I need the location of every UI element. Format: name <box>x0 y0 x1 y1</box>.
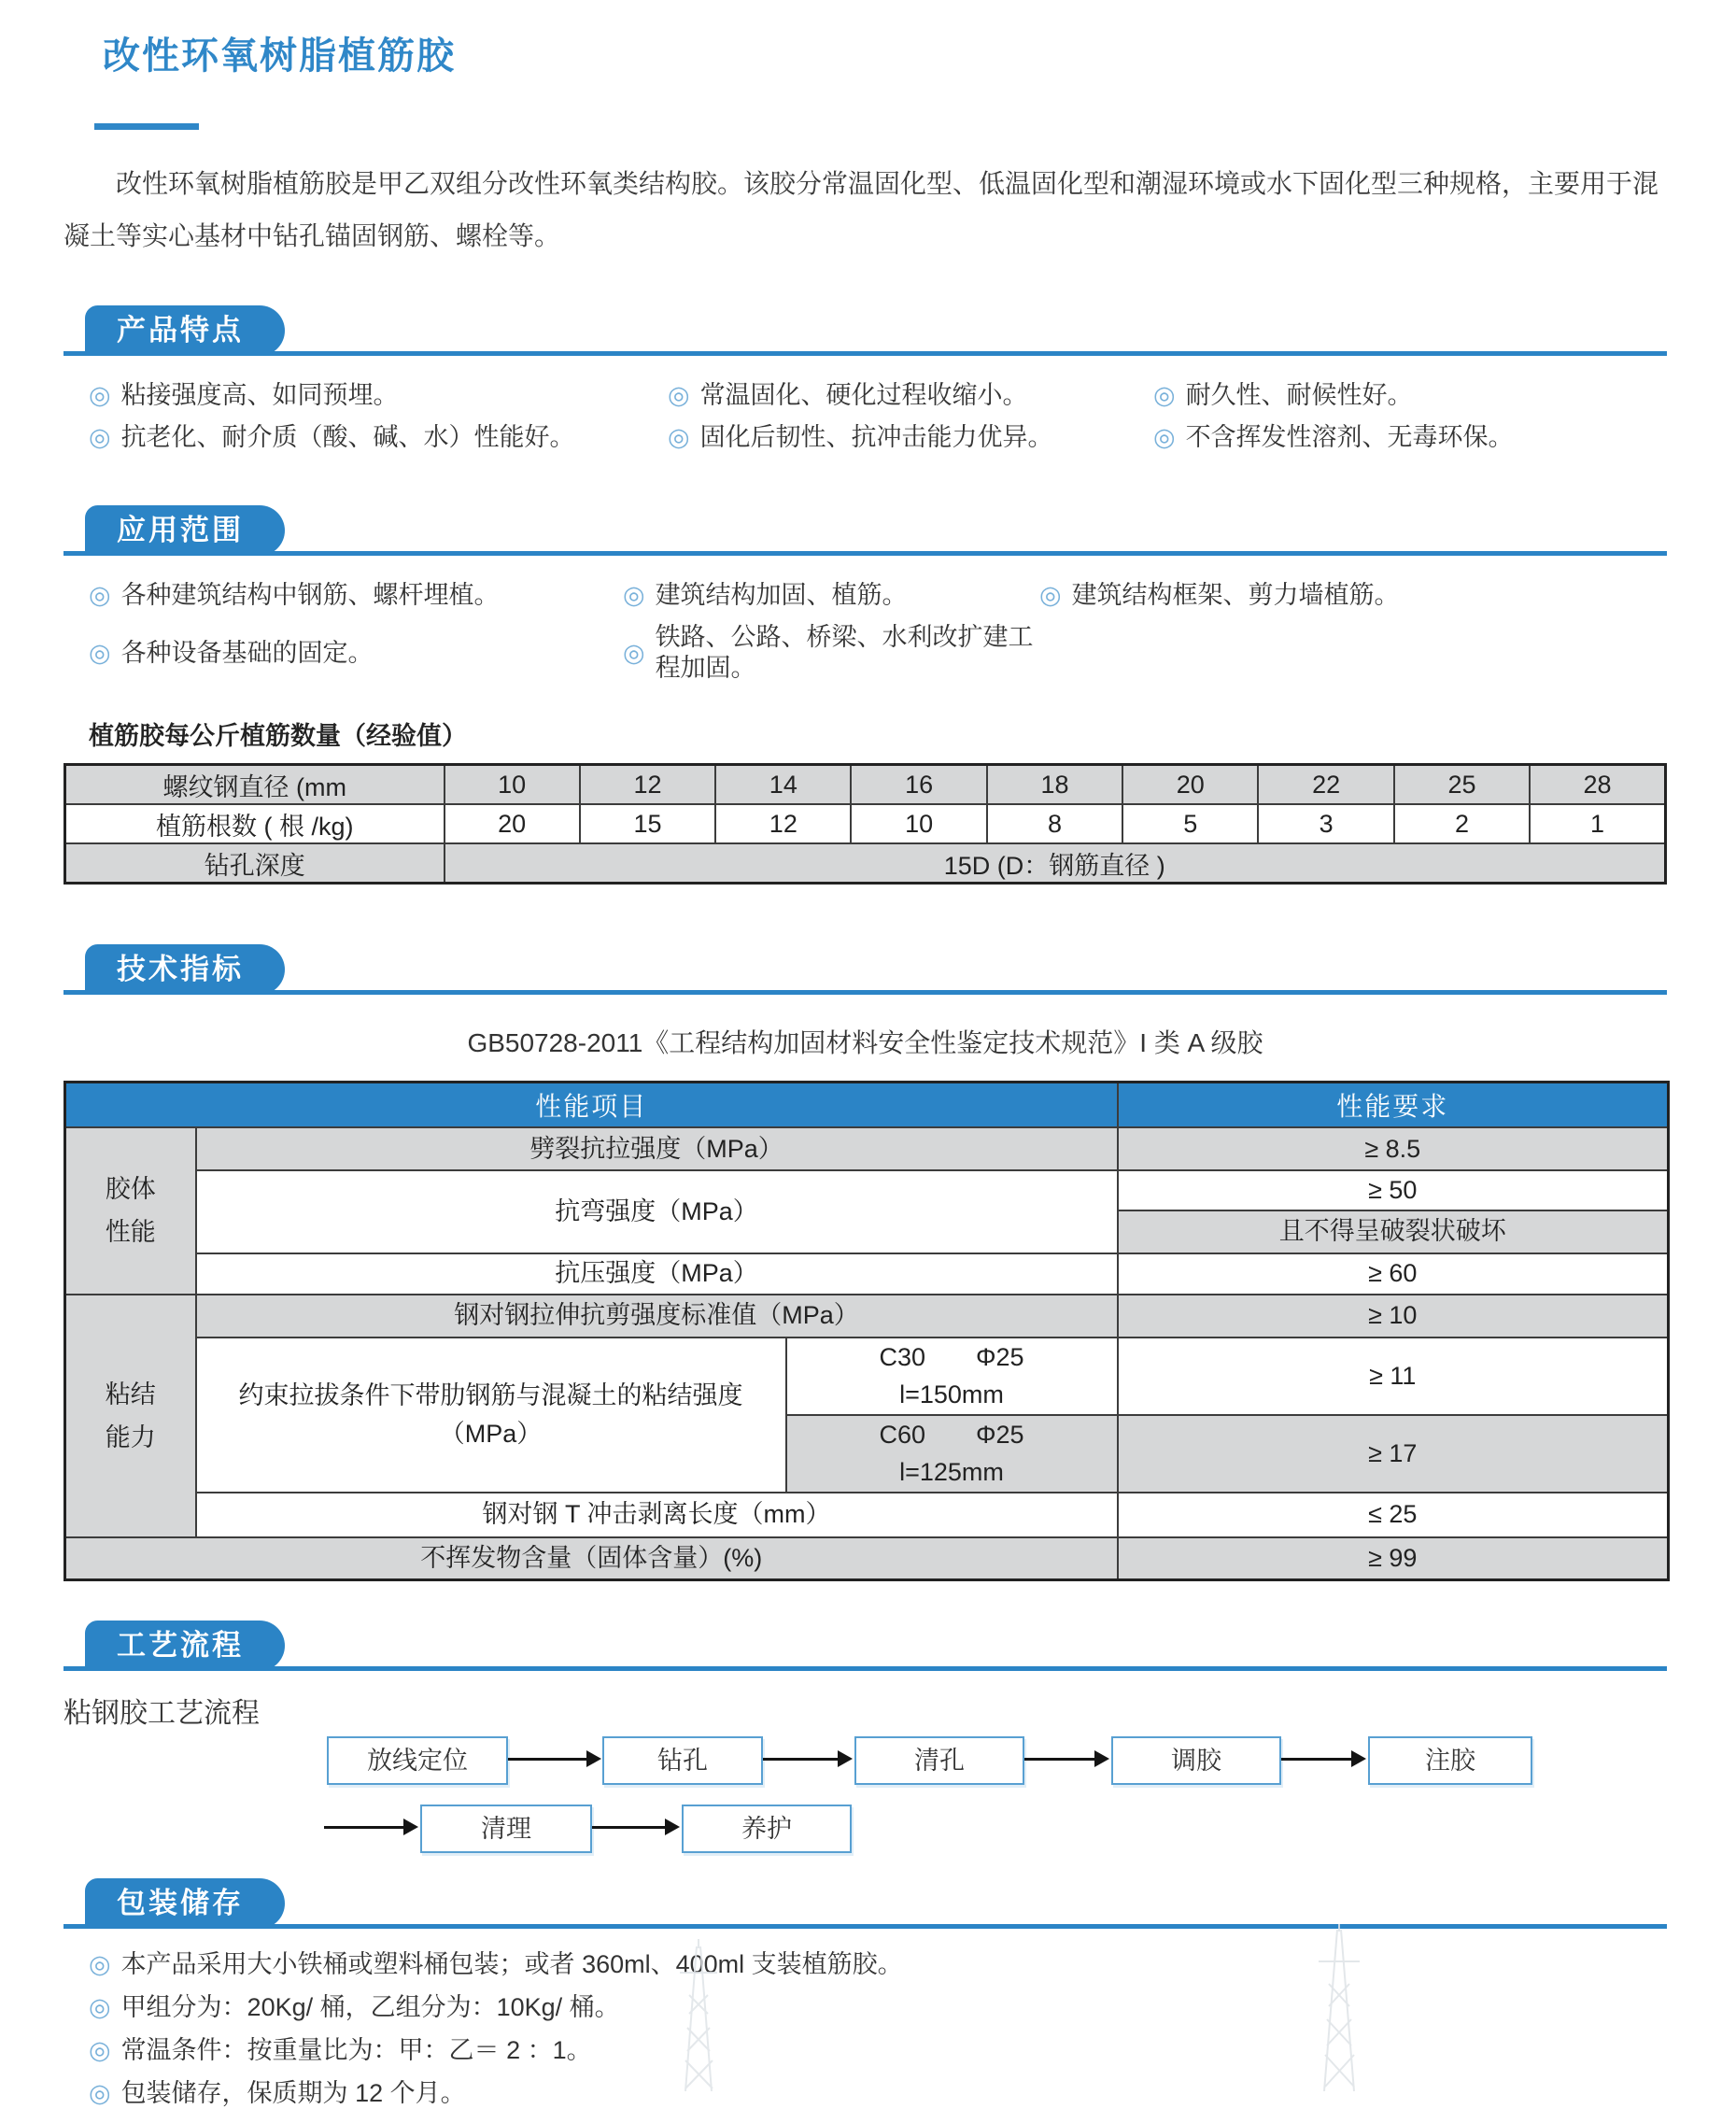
feature-text: 不含挥发性溶剂、无毒环保。 <box>1185 423 1514 451</box>
feature-text: 粘接强度高、如同预埋。 <box>120 381 399 409</box>
requirement-cell: ≥ 17 <box>1118 1415 1669 1493</box>
section-header-tech <box>64 944 1667 995</box>
section-rule <box>64 1924 1667 1929</box>
feature-text: 常温固化、硬化过程收缩小。 <box>699 381 1028 409</box>
requirement-cell: ≤ 25 <box>1118 1493 1669 1537</box>
section-rule <box>64 990 1667 995</box>
section-rule <box>64 551 1667 556</box>
property-cell: 抗压强度（MPa） <box>196 1253 1118 1295</box>
list-item <box>1153 380 1667 411</box>
condition-line: l=150mm <box>899 1380 1004 1408</box>
bullet-icon: ◎ <box>1153 423 1176 451</box>
bullet-icon: ◎ <box>89 1993 111 2021</box>
diameter-cell: 12 <box>580 765 715 805</box>
section-header-applications <box>64 505 1667 556</box>
section-rule <box>64 351 1667 356</box>
bullet-icon: ◎ <box>89 2079 111 2107</box>
page-title: 改性环氧树脂植筋胶 <box>103 35 456 77</box>
property-cell: 不挥发物含量（固体含量）(%) <box>65 1537 1118 1580</box>
rebar-table-caption: 植筋胶每公斤植筋数量（经验值） <box>89 722 467 750</box>
requirement-cell: 且不得呈破裂状破坏 <box>1118 1210 1669 1253</box>
section-header-process <box>64 1621 1667 1671</box>
diameter-cell: 20 <box>1122 765 1258 805</box>
bullet-icon: ◎ <box>623 581 645 609</box>
page-content <box>0 26 1736 2109</box>
condition-cell <box>786 1338 1118 1415</box>
application-text: 各种设备基础的固定。 <box>120 638 374 667</box>
bullet-icon: ◎ <box>89 638 111 667</box>
list-item <box>89 622 623 684</box>
rebar-count-table <box>64 763 1667 885</box>
flow-label: 粘钢胶工艺流程 <box>64 1698 260 1729</box>
section-badge-features: 产品特点 <box>85 305 285 356</box>
feature-text: 固化后韧性、抗冲击能力优异。 <box>699 423 1053 451</box>
feature-text: 耐久性、耐候性好。 <box>1185 381 1413 409</box>
column-header-item: 性能项目 <box>65 1083 1118 1128</box>
standard-note: GB50728-2011《工程结构加固材料安全性鉴定技术规范》I 类 A 级胶 <box>467 1028 1263 1057</box>
bullet-icon: ◎ <box>89 381 111 409</box>
requirement-cell: ≥ 99 <box>1118 1537 1669 1580</box>
table-row <box>65 1295 1669 1338</box>
list-item <box>89 1949 1667 1980</box>
row-label: 钻孔深度 <box>65 843 445 884</box>
packaging-list <box>64 1949 1667 2109</box>
count-cell: 5 <box>1122 804 1258 843</box>
column-header-req: 性能要求 <box>1118 1083 1669 1128</box>
bullet-icon: ◎ <box>623 638 645 667</box>
bullet-icon: ◎ <box>89 1950 111 1978</box>
list-item <box>668 422 1153 453</box>
property-cell: 钢对钢拉伸抗剪强度标准值（MPa） <box>196 1295 1118 1338</box>
flow-step-inject: 注胶 <box>1368 1736 1532 1785</box>
count-cell: 20 <box>445 804 580 843</box>
group-label: 胶体性能 <box>105 1175 156 1247</box>
count-cell: 12 <box>715 804 851 843</box>
property-cell: 劈裂抗拉强度（MPa） <box>196 1127 1118 1170</box>
list-item <box>89 422 668 453</box>
table-row <box>65 765 1666 805</box>
features-list <box>64 380 1667 453</box>
table-header-row <box>65 1083 1669 1128</box>
feature-text: 抗老化、耐介质（酸、碱、水）性能好。 <box>120 423 575 451</box>
application-text: 建筑结构框架、剪力墙植筋。 <box>1071 581 1400 609</box>
bullet-icon: ◎ <box>668 423 690 451</box>
packaging-text: 甲组分为：20Kg/ 桶，乙组分为：10Kg/ 桶。 <box>120 1993 620 2021</box>
table-row <box>65 1338 1669 1415</box>
process-flowchart <box>64 1736 1667 1858</box>
title-underline-dash <box>94 123 199 130</box>
flow-arrow <box>324 1826 403 1829</box>
property-cell: 抗弯强度（MPa） <box>196 1170 1118 1253</box>
watermark-tower-icon <box>1306 1924 1373 2091</box>
count-cell: 15 <box>580 804 715 843</box>
datasheet-page <box>0 26 1736 2107</box>
bullet-icon: ◎ <box>1039 581 1062 609</box>
intro-paragraph: 改性环氧树脂植筋胶是甲乙双组分改性环氧类结构胶。该胶分常温固化型、低温固化型和潮湿环境或水下固化型三种规格，主要用于混凝土等实心基材中钻孔锚固钢筋、螺栓等。 <box>64 169 1659 250</box>
flow-step-clean-hole: 清孔 <box>854 1736 1024 1785</box>
diameter-cell: 18 <box>987 765 1122 805</box>
diameter-cell: 16 <box>851 765 986 805</box>
section-rule <box>64 1666 1667 1671</box>
section-header-packaging <box>64 1878 1667 1929</box>
list-item <box>1153 422 1667 453</box>
list-item <box>89 580 623 611</box>
section-header-features <box>64 305 1667 356</box>
application-text: 建筑结构加固、植筋。 <box>655 581 908 609</box>
condition-line: C30 Φ25 <box>879 1342 1024 1371</box>
section-badge-applications: 应用范围 <box>85 505 285 556</box>
count-cell: 3 <box>1258 804 1393 843</box>
flow-arrow <box>1281 1758 1351 1761</box>
property-cell: 钢对钢 T 冲击剥离长度（mm） <box>196 1493 1118 1537</box>
bullet-icon: ◎ <box>668 381 690 409</box>
flow-arrow <box>592 1826 665 1829</box>
property-cell: 约束拉拔条件下带肋钢筋与混凝土的粘结强度（MPa） <box>196 1338 786 1493</box>
flow-arrow <box>508 1758 586 1761</box>
diameter-cell: 28 <box>1530 765 1665 805</box>
bullet-icon: ◎ <box>89 2036 111 2064</box>
bullet-icon: ◎ <box>1153 381 1176 409</box>
count-cell: 1 <box>1530 804 1665 843</box>
group-label: 粘结能力 <box>105 1380 156 1451</box>
diameter-cell: 14 <box>715 765 851 805</box>
section-badge-packaging: 包装储存 <box>85 1878 285 1929</box>
table-row <box>65 843 1666 884</box>
packaging-text: 本产品采用大小铁桶或塑料桶包装；或者 360ml、400ml 支装植筋胶。 <box>120 1950 903 1978</box>
flow-arrow <box>1024 1758 1094 1761</box>
table-row <box>65 1493 1669 1537</box>
condition-cell <box>786 1415 1118 1493</box>
list-item <box>1039 580 1667 611</box>
packaging-text: 包装储存，保质期为 12 个月。 <box>120 2079 466 2107</box>
list-item <box>623 580 1039 611</box>
requirement-cell: ≥ 11 <box>1118 1338 1669 1415</box>
list-item <box>89 380 668 411</box>
table-row <box>65 804 1666 843</box>
count-cell: 10 <box>851 804 986 843</box>
list-item <box>623 622 1039 684</box>
flow-step-mix: 调胶 <box>1111 1736 1281 1785</box>
list-item <box>89 2078 1667 2109</box>
tech-spec-table <box>64 1081 1670 1581</box>
group-cell-bond <box>65 1295 196 1537</box>
flow-step-drill: 钻孔 <box>602 1736 763 1785</box>
table-row <box>65 1127 1669 1170</box>
count-cell: 8 <box>987 804 1122 843</box>
applications-list <box>64 580 1667 684</box>
table-row <box>65 1537 1669 1580</box>
requirement-cell: ≥ 50 <box>1118 1170 1669 1210</box>
group-cell-glue <box>65 1127 196 1295</box>
diameter-cell: 22 <box>1258 765 1393 805</box>
list-item <box>89 1992 1667 2023</box>
bullet-icon: ◎ <box>89 581 111 609</box>
table-row <box>65 1170 1669 1210</box>
count-cell: 2 <box>1394 804 1530 843</box>
application-text: 各种建筑结构中钢筋、螺杆埋植。 <box>120 581 500 609</box>
row-label: 植筋根数 ( 根 /kg) <box>65 804 445 843</box>
flow-step-cleanup: 清理 <box>420 1805 592 1853</box>
requirement-cell: ≥ 8.5 <box>1118 1127 1669 1170</box>
section-badge-tech: 技术指标 <box>85 944 285 995</box>
watermark-tower-icon <box>669 1939 728 2091</box>
flow-step-layout: 放线定位 <box>327 1736 508 1785</box>
section-badge-process: 工艺流程 <box>85 1621 285 1671</box>
packaging-text: 常温条件：按重量比为：甲：乙＝ 2 ：1。 <box>120 2036 592 2064</box>
diameter-cell: 10 <box>445 765 580 805</box>
requirement-cell: ≥ 10 <box>1118 1295 1669 1338</box>
bullet-icon: ◎ <box>89 423 111 451</box>
diameter-cell: 25 <box>1394 765 1530 805</box>
drill-depth-cell: 15D (D：钢筋直径 ) <box>445 843 1666 884</box>
row-label: 螺纹钢直径 (mm <box>65 765 445 805</box>
flow-step-cure: 养护 <box>682 1805 852 1853</box>
table-row <box>65 1253 1669 1295</box>
flow-arrow <box>763 1758 838 1761</box>
condition-line: C60 Φ25 <box>879 1420 1024 1449</box>
application-text: 铁路、公路、桥梁、水利改扩建工程加固。 <box>655 623 1034 682</box>
list-item <box>89 2035 1667 2066</box>
list-item <box>668 380 1153 411</box>
requirement-cell: ≥ 60 <box>1118 1253 1669 1295</box>
condition-line: l=125mm <box>899 1458 1004 1486</box>
